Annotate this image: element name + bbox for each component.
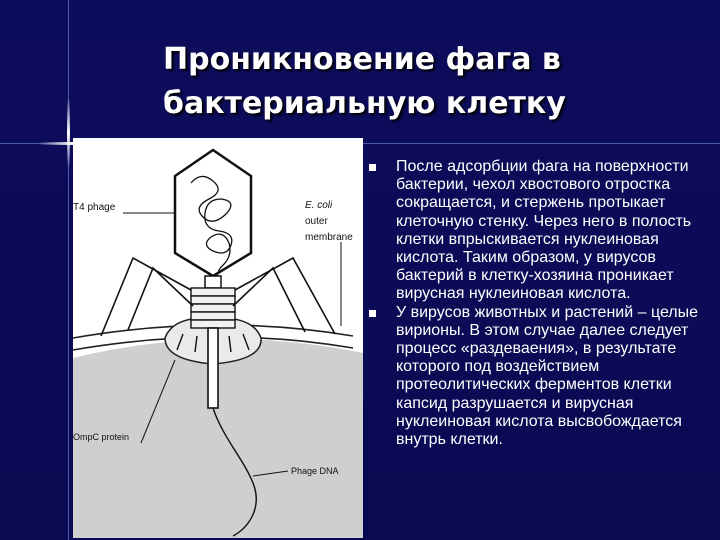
label-phage-dna: Phage DNA [291,466,339,476]
slide-title: Проникновение фага в бактериальную клетку [163,42,566,121]
tail-core [208,328,218,408]
label-membrane: membrane [305,232,353,243]
square-bullet-icon [369,164,376,171]
decorative-sparkle [67,98,70,168]
bullet-item-1 [366,158,718,304]
bullet-item-2 [366,304,718,450]
phage-diagram [73,138,363,538]
label-ompc-protein: OmpC protein [73,432,130,442]
phage-capsid [175,150,251,276]
square-bullet-icon [369,310,376,317]
phage-neck [205,276,221,288]
label-e-coli: E. coli [305,200,333,211]
decorative-vertical-line [68,0,69,540]
bullet-text-1: После адсорбции фага на поверхности бактерии, чехол хвостового отростка сокращается, и стержень протыкает клеточную стенку. Через него в полость клетки впрыскивается нуклеиновая кислота. Таким образом, у вирусов бактерий в клетку-хозяина проникает вирусная нуклеиновая кислота. [396,158,692,303]
label-t4-phage: T4 phage [73,202,116,213]
bullet-text-2: У вирусов животных и растений – целые вирионы. В этом случае далее следует процесс «раздеваения», в результате которого под воздействием протеолитических ферментов клетки капсид разрушается и вирусная нуклеиновая кислота высвобождается внутрь клетки. [396,303,699,449]
bullet-list [366,158,718,449]
tail-sheath [191,288,235,328]
label-outer: outer [305,216,328,227]
